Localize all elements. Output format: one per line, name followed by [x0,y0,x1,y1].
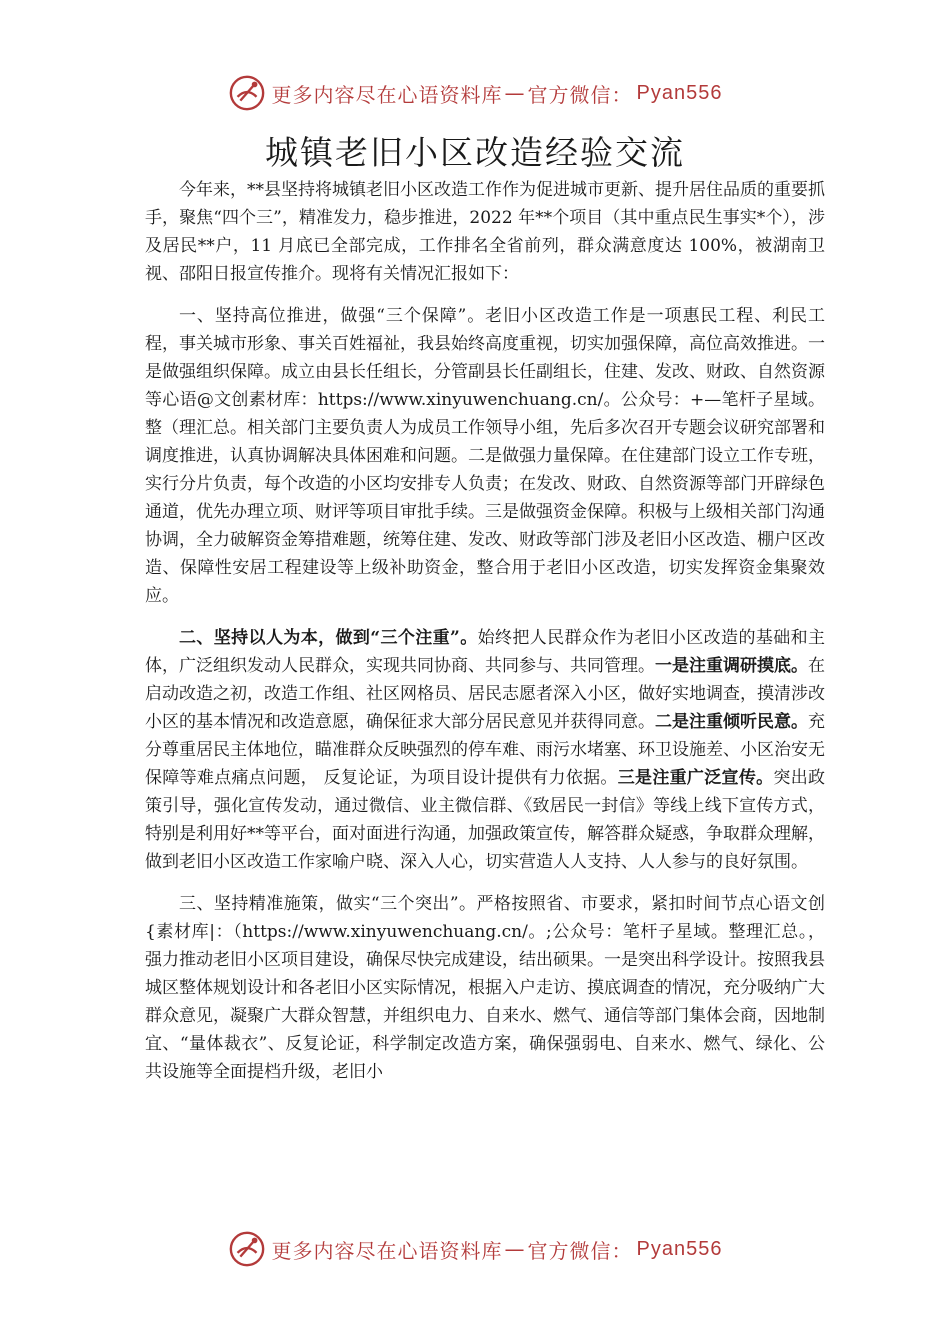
banner-separator: — [504,1237,526,1261]
section2-heading: 二、坚持以人为本，做到“三个注重”。 [179,628,478,648]
section2-sub2: 二是注重倾听民意。 [655,712,808,732]
document-body [145,176,825,1100]
section2-text4: 突出政策引导，强化宣传发动，通过微信、业主微信群、《致居民一封信》等线上线下宣传方式，特别是利用好**等平台，面对面进行沟通，加强政策宣传，解答群众疑惑，争取群众理解，做到老旧小区改造工作家喻户晓、深入人心，切实营造人人支持、人人参与的良好氛围。 [145,768,826,872]
banner-account: Pyan556 [636,1237,723,1260]
section2-sub1: 一是注重调研摸底。 [655,656,808,676]
section2-text1: 始终把人民群众作为老旧小区改造的基础和主体，广泛组织发动人民群众，实现共同协商、共同参与、共同管理。 [145,628,826,676]
section2-sub3: 三是注重广泛宣传。 [617,768,774,788]
header-watermark-banner [0,70,950,116]
section2-text2: 在启动改造之初，改造工作组、社区网格员、居民志愿者深入小区，做好实地调查，摸清涉改小区的基本情况和改造意愿，确保征求大部分居民意见并获得同意。 [145,656,825,732]
section2-paragraph [145,624,825,876]
book-logo-icon [228,1230,266,1268]
banner-suffix: 官方微信： [527,82,633,107]
section1-paragraph: 一、坚持高位推进，做强“三个保障”。老旧小区改造工作是一项惠民工程、利民工程，事关城市形象、事关百姓福祉，我县始终高度重视，切实加强保障，高位高效推进。一是做强组织保障。成立由县长任组长，分管副县长任副组长，住建、发改、财政、自然资源等心语@文创素材库：https://www.xinyuwenchuang.cn/。公众号：+—笔杆子星域。整（理汇总。相关部门主要负责人为成员工作领导小组，先后多次召开专题会议研究部署和调度推进，认真协调解决具体困难和问题。二是做强力量保障。在住建部门设立工作专班，实行分片负责，每个改造的小区均安排专人负责；在发改、财政、自然资源等部门开辟绿色通道，优先办理立项、财评等项目审批手续。三是做强资金保障。积极与上级相关部门沟通协调，全力破解资金筹措难题，统筹住建、发改、财政等部门涉及老旧小区改造、棚户区改造、保障性安居工程建设等上级补助资金，整合用于老旧小区改造，切实发挥资金集聚效应。 [145,306,825,606]
section3-paragraph: 三、坚持精准施策，做实“三个突出”。严格按照省、市要求，紧扣时间节点心语文创{素材库|：（https://www.xinyuwenchuang.cn/。;公众号：笔杆子星域。整理汇总。，强力推动老旧小区项目建设，确保尽快完成建设，结出硕果。一是突出科学设计。按照我县城区整体规划设计和各老旧小区实际情况，根据入户走访、摸底调查的情况，充分吸纳广大群众意见，凝聚广大群众智慧，并组织电力、自来水、燃气、通信等部门集体会商，因地制宜、“量体裁衣”、反复论证，科学制定改造方案，确保强弱电、自来水、燃气、绿化、公共设施等全面提档升级，老旧小 [145,894,825,1082]
intro-paragraph: 今年来，**县坚持将城镇老旧小区改造工作作为促进城市更新、提升居住品质的重要抓手，聚焦“四个三”，精准发力，稳步推进，2022 年**个项目（其中重点民生事实*个），涉及居民**户，11 月底已全部完成，工作排名全省前列，群众满意度达 100%，被湖南卫视、邵阳日报宣传推介。现将有关情况汇报如下： [145,180,825,284]
document-title: 城镇老旧小区改造经验交流 [265,133,685,172]
banner-text: 更多内容尽在心语资料库 [271,1238,503,1263]
banner-suffix: 官方微信： [527,1238,633,1263]
book-logo-icon [228,74,266,112]
section2-text3: 充分尊重居民主体地位，瞄准群众反映强烈的停车难、雨污水堵塞、环卫设施差、小区治安无保障等难点痛点问题， 反复论证，为项目设计提供有力依据。 [145,712,825,788]
footer-watermark-banner [0,1226,950,1272]
banner-separator: — [504,81,526,105]
banner-account: Pyan556 [636,81,723,104]
banner-text: 更多内容尽在心语资料库 [271,82,503,107]
